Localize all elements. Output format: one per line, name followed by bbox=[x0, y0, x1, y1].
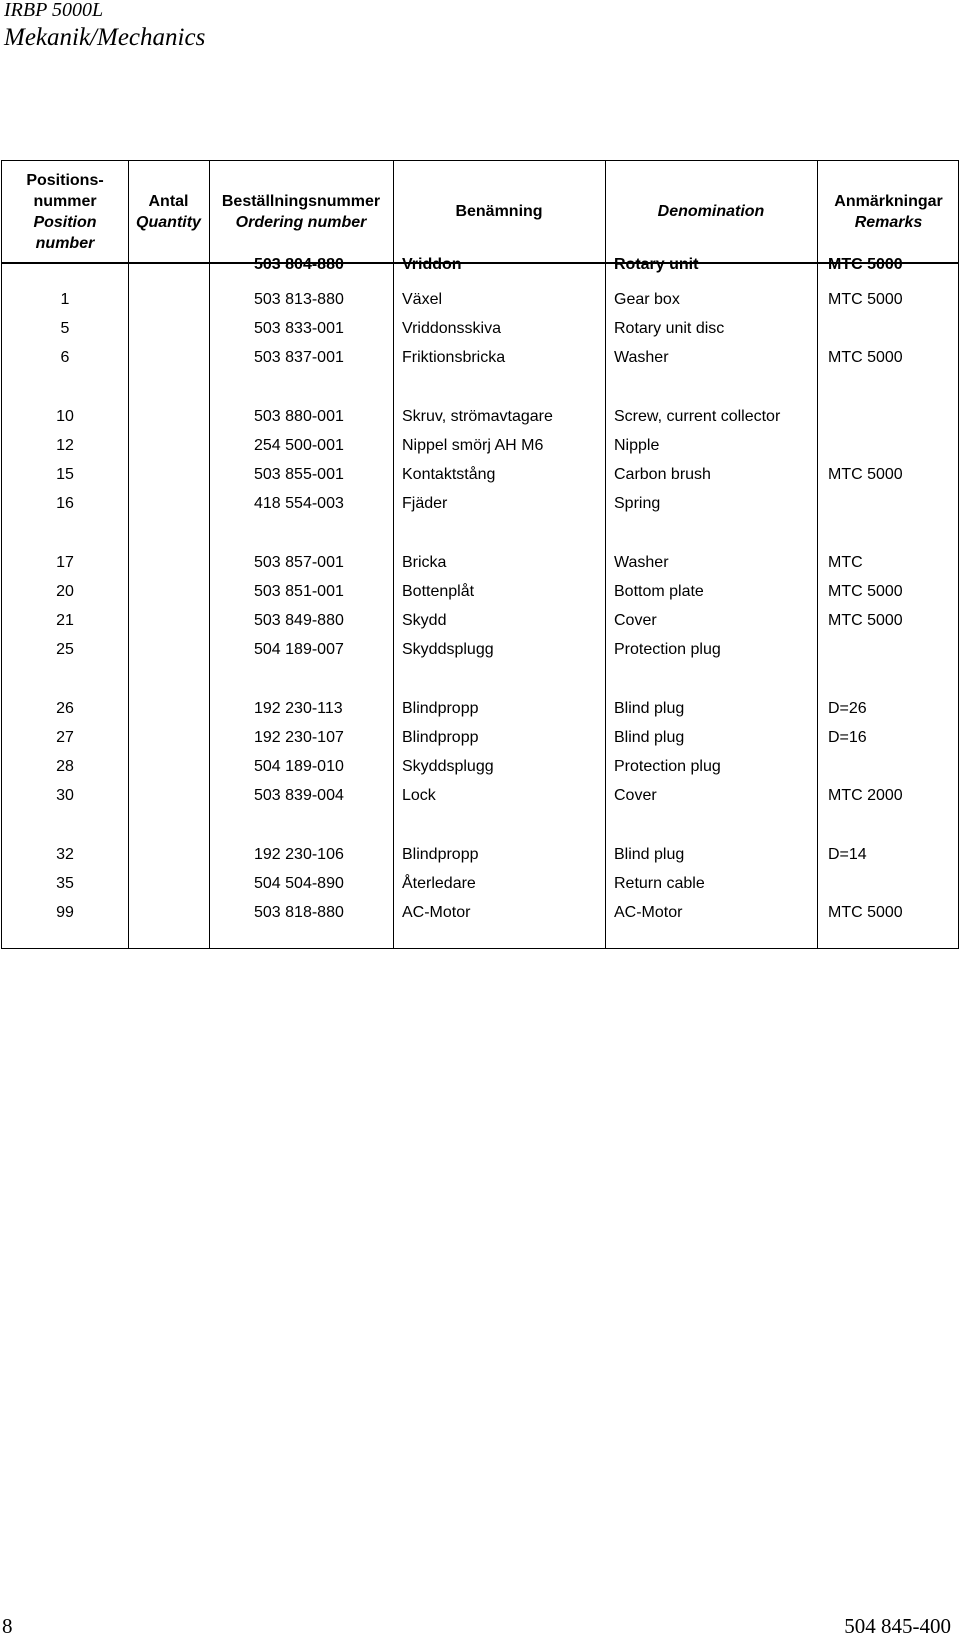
cell-remarks: D=14 bbox=[828, 846, 867, 863]
cell-remarks: D=16 bbox=[828, 729, 867, 746]
cell-denomination: Washer bbox=[614, 349, 669, 366]
cell-ordering-number: 192 230-107 bbox=[254, 729, 344, 746]
cell-ordering-number: 504 189-010 bbox=[254, 758, 344, 775]
cell-remarks: MTC 2000 bbox=[828, 787, 903, 804]
document-model: IRBP 5000L bbox=[4, 0, 104, 21]
table-row bbox=[2, 723, 960, 752]
cell-denomination: Washer bbox=[614, 554, 669, 571]
cell-benamning: Fjäder bbox=[402, 495, 448, 512]
cell-position: 17 bbox=[56, 554, 74, 571]
cell-denomination: Cover bbox=[614, 787, 657, 804]
table-row bbox=[2, 314, 960, 343]
cell-ordering-number: 503 857-001 bbox=[254, 554, 344, 571]
cell-ordering-number: 503 851-001 bbox=[254, 583, 344, 600]
cell-benamning: Nippel smörj AH M6 bbox=[402, 437, 544, 454]
cell-position: 32 bbox=[56, 846, 74, 863]
header-benamning bbox=[393, 161, 605, 262]
cell-position: 35 bbox=[56, 875, 74, 892]
document-number: 504 845-400 bbox=[844, 1614, 951, 1638]
cell-position: 26 bbox=[56, 700, 74, 717]
cell-denomination: Return cable bbox=[614, 875, 705, 892]
cell-ordering-number: 504 189-007 bbox=[254, 641, 344, 658]
table-row bbox=[2, 606, 960, 635]
cell-benamning: Återledare bbox=[402, 875, 476, 892]
table-row bbox=[2, 752, 960, 781]
table-row bbox=[2, 898, 960, 927]
table-row bbox=[2, 285, 960, 314]
cell-denomination: Screw, current collector bbox=[614, 408, 781, 425]
header-position-en-1: Position bbox=[33, 213, 97, 231]
cell-ordering-number: 503 880-001 bbox=[254, 408, 344, 425]
cell-ordering-number: 503 849-880 bbox=[254, 612, 344, 629]
header-denomination-en: Denomination bbox=[657, 203, 765, 220]
header-position-sv-2: nummer bbox=[33, 192, 97, 210]
cell-denomination: Spring bbox=[614, 495, 661, 512]
table-row bbox=[2, 694, 960, 723]
cell-remarks: MTC 5000 bbox=[828, 466, 903, 483]
cell-denomination: Carbon brush bbox=[614, 466, 711, 483]
cell-ordering-number: 503 833-001 bbox=[254, 320, 344, 337]
header-remarks bbox=[817, 161, 960, 262]
cell-benamning: Friktionsbricka bbox=[402, 349, 506, 366]
header-quantity-en: Quantity bbox=[136, 213, 201, 231]
table-row bbox=[2, 489, 960, 518]
table-row bbox=[2, 402, 960, 431]
header-position bbox=[2, 161, 128, 262]
cell-position: 6 bbox=[60, 349, 70, 366]
header-position-en-2: number bbox=[35, 234, 95, 252]
cell-ordering-number: 503 839-004 bbox=[254, 787, 344, 804]
table-row bbox=[2, 548, 960, 577]
header-quantity-sv: Antal bbox=[148, 192, 189, 210]
cell-position: 28 bbox=[56, 758, 74, 775]
cell-position: 1 bbox=[60, 291, 70, 308]
header-ordering-sv: Beställningsnummer bbox=[221, 192, 381, 210]
cell-benamning: Skyddsplugg bbox=[402, 641, 494, 658]
cell-position: 5 bbox=[60, 320, 70, 337]
cell-denomination: Rotary unit bbox=[614, 256, 699, 273]
table-row bbox=[2, 577, 960, 606]
header-ordering-en: Ordering number bbox=[235, 213, 367, 231]
cell-denomination: Bottom plate bbox=[614, 583, 704, 600]
page-number: 8 bbox=[2, 1614, 13, 1638]
cell-denomination: Cover bbox=[614, 612, 657, 629]
cell-remarks: MTC 5000 bbox=[828, 904, 903, 921]
header-benamning-sv: Benämning bbox=[455, 203, 543, 220]
table-row bbox=[2, 431, 960, 460]
cell-benamning: Blindpropp bbox=[402, 700, 479, 717]
cell-position: 27 bbox=[56, 729, 74, 746]
cell-position: 99 bbox=[56, 904, 74, 921]
cell-ordering-number: 192 230-106 bbox=[254, 846, 344, 863]
header-denomination bbox=[605, 161, 817, 262]
table-row bbox=[2, 869, 960, 898]
cell-denomination: Blind plug bbox=[614, 846, 685, 863]
cell-denomination: Blind plug bbox=[614, 700, 685, 717]
cell-remarks: MTC 5000 bbox=[828, 612, 903, 629]
table-row-assembly bbox=[2, 250, 960, 279]
header-remarks-en: Remarks bbox=[854, 213, 923, 231]
cell-ordering-number: 504 504-890 bbox=[254, 875, 344, 892]
cell-position: 12 bbox=[56, 437, 74, 454]
cell-benamning: Skydd bbox=[402, 612, 447, 629]
cell-denomination: AC-Motor bbox=[614, 904, 683, 921]
cell-denomination: Blind plug bbox=[614, 729, 685, 746]
cell-ordering-number: 503 813-880 bbox=[254, 291, 344, 308]
cell-position: 15 bbox=[56, 466, 74, 483]
cell-position: 30 bbox=[56, 787, 74, 804]
cell-denomination: Protection plug bbox=[614, 758, 721, 775]
cell-position: 10 bbox=[56, 408, 74, 425]
cell-benamning: Skruv, strömavtagare bbox=[402, 408, 553, 425]
cell-benamning: Skyddsplugg bbox=[402, 758, 494, 775]
cell-position: 20 bbox=[56, 583, 74, 600]
cell-remarks: MTC 5000 bbox=[828, 583, 903, 600]
cell-ordering-number: 192 230-113 bbox=[254, 700, 343, 717]
cell-position: 25 bbox=[56, 641, 74, 658]
cell-remarks: D=26 bbox=[828, 700, 867, 717]
cell-benamning: Växel bbox=[402, 291, 443, 308]
cell-benamning: Vriddon bbox=[402, 256, 462, 273]
header-remarks-sv: Anmärkningar bbox=[834, 192, 943, 210]
cell-benamning: AC-Motor bbox=[402, 904, 471, 921]
cell-denomination: Rotary unit disc bbox=[614, 320, 725, 337]
cell-remarks: MTC bbox=[828, 554, 863, 571]
header-ordering-number bbox=[209, 161, 393, 262]
cell-benamning: Kontaktstång bbox=[402, 466, 496, 483]
cell-remarks: MTC 5000 bbox=[828, 256, 903, 273]
cell-position: 21 bbox=[56, 612, 74, 629]
cell-benamning: Blindpropp bbox=[402, 729, 479, 746]
header-position-sv-1: Positions- bbox=[26, 171, 104, 189]
header-quantity bbox=[128, 161, 209, 262]
table-row bbox=[2, 343, 960, 372]
cell-benamning: Vriddonsskiva bbox=[402, 320, 502, 337]
parts-table bbox=[1, 160, 959, 949]
cell-denomination: Gear box bbox=[614, 291, 680, 308]
cell-ordering-number: 503 818-880 bbox=[254, 904, 344, 921]
cell-remarks: MTC 5000 bbox=[828, 349, 903, 366]
cell-ordering-number: 503 837-001 bbox=[254, 349, 344, 366]
cell-remarks: MTC 5000 bbox=[828, 291, 903, 308]
table-row bbox=[2, 840, 960, 869]
cell-ordering-number: 418 554-003 bbox=[254, 495, 344, 512]
cell-ordering-number: 503 804-880 bbox=[254, 256, 344, 273]
table-row bbox=[2, 460, 960, 489]
cell-benamning: Bricka bbox=[402, 554, 447, 571]
cell-benamning: Blindpropp bbox=[402, 846, 479, 863]
table-row bbox=[2, 781, 960, 810]
page-title: Mekanik/Mechanics bbox=[4, 24, 206, 51]
cell-denomination: Nipple bbox=[614, 437, 660, 454]
cell-position: 16 bbox=[56, 495, 74, 512]
cell-ordering-number: 254 500-001 bbox=[254, 437, 344, 454]
cell-benamning: Bottenplåt bbox=[402, 583, 475, 600]
cell-denomination: Protection plug bbox=[614, 641, 721, 658]
cell-benamning: Lock bbox=[402, 787, 436, 804]
cell-ordering-number: 503 855-001 bbox=[254, 466, 344, 483]
table-row bbox=[2, 635, 960, 664]
